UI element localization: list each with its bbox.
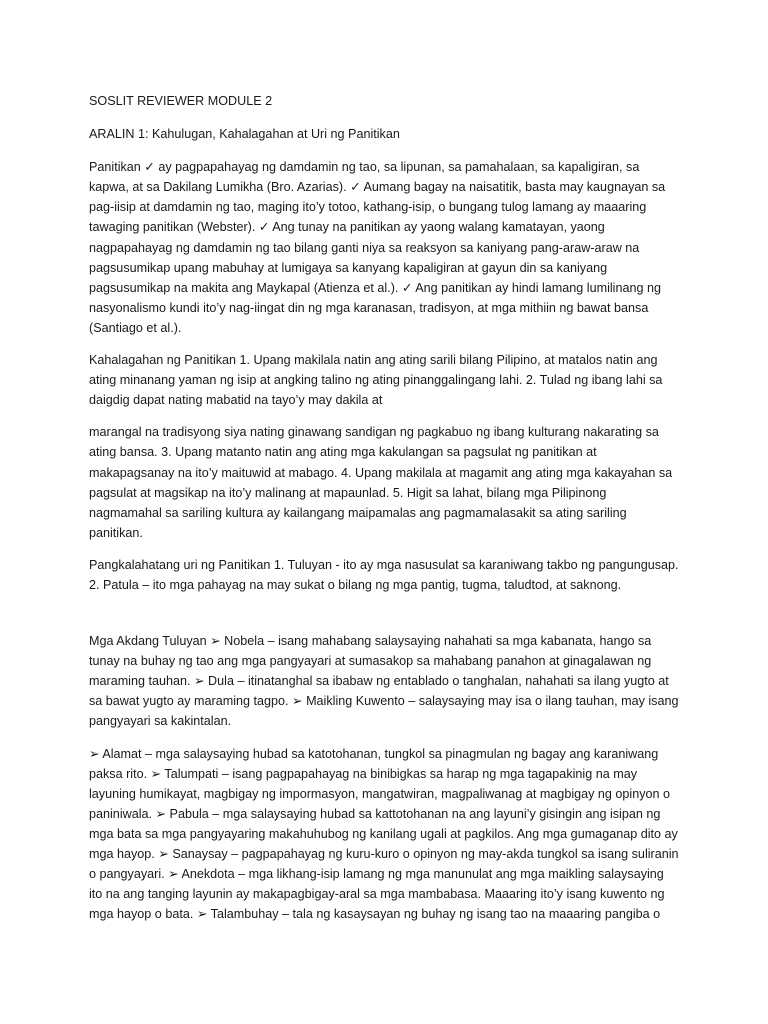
paragraph-panitikan-definition: Panitikan ✓ ay pagpapahayag ng damdamin ng tao, sa lipunan, sa pamahalaan, sa kapaligiran, sa kapwa, at sa Dakilang Lumikha (Bro. Azarias). ✓ Aumang bagay na naisatitik, basta may kaugnayan sa pag-iisip at damdamin ng tao, maging ito’y totoo, kathang-isip, o bungang tulog lamang ay maaaring tawaging panitikan (Webster). ✓ Ang tunay na panitikan ay yaong walang kamatayan, yaong nagpapahayag ng damdamin ng tao bilang ganti niya sa reaksyon sa kaniyang pang-araw-araw na pagsusumikap upang mabuhay at lumigaya sa kanyang kapaligiran at gayun din sa kaniyang pagsusumikap na makita ang Maykapal (Atienza et al.). ✓ Ang panitikan ay hindi lamang lumilinang ng nasyonalismo kundi ito’y nag-iingat din ng mga karanasan, tradisyon, at mga mithiin ng bawat bansa (Santiago et al.).	[89, 160, 666, 335]
paragraph-akdang-tuluyan: Mga Akdang Tuluyan ➢ Nobela – isang mahabang salaysaying nahahati sa mga kabanata, hango sa tunay na buhay ng tao ang mga pangyayari at sumasakop sa mahabang panahon at ginagalawan ng maraming tauhan. ➢ Dula – itinatanghal sa ibabaw ng entablado o tanghalan, nahahati sa ilang yugto at sa bawat yugto ay maraming tagpo. ➢ Maikling Kuwento – salaysaying may isa o ilang tauhan, may isang pangyayari sa kakintalan.	[89, 634, 679, 729]
paragraph-kahalagahan-part-2: marangal na tradisyong siya nating ginawang sandigan ng pagkabuo ng ibang kulturang nakarating sa ating bansa. 3. Upang matanto natin ang ating mga kakulangan sa pagsulat ng panitikan at makapagsanay na ito’y maituwid at mabago. 4. Upang makilala at magamit ang ating mga kakayahan sa pagsulat at magsikap na ito’y malinang at mapaunlad. 5. Higit sa lahat, bilang mga Pilipinong nagmamahal sa sariling kultura ay kailangang maipamalas ang pagmamalasakit sa ating sariling panitikan.	[89, 425, 673, 540]
paragraph-kahalagahan-part-1: Kahalagahan ng Panitikan 1. Upang makilala natin ang ating sarili bilang Pilipino, at matalos natin ang ating minanang yaman ng isip at angking talino ng ating pinanggalingang lahi. 2. Tulad ng ibang lahi sa daigdig dapat nating mabatid na tayo’y may dakila at	[89, 353, 663, 408]
paragraph-alamat-talambuhay: ➢ Alamat – mga salaysaying hubad sa katotohanan, tungkol sa pinagmulan ng bagay ang karaniwang paksa rito. ➢ Talumpati – isang pagpapahayag na binibigkas sa harap ng mga tagapakinig na may layuning humikayat, magbigay ng impormasyon, mangatwiran, magpaliwanag at magbigay ng opinyon o paniniwala. ➢ Pabula – mga salaysaying hubad sa kattotohanan na ang layuni’y gisingin ang isipan ng mga bata sa mga pangyayaring makahuhubog ng kanilang ugali at pagkilos. Ang mga gumaganap dito ay mga hayop. ➢ Sanaysay – pagpapahayag ng kuru-kuro o opinyon ng may-akda tungkol sa isang suliranin o pangyayari. ➢ Anekdota – mga likhang-isip lamang ng mga manunulat ang mga maikling salaysaying ito na ang tanging layunin ay makapagbigay-aral sa mga mambabasa. Maaaring ito’y isang kuwento ng mga hayop o bata. ➢ Talambuhay – tala ng kasaysayan ng buhay ng isang tao na maaaring pangiba o	[89, 746, 679, 922]
paragraph-pangkalahatang-uri: Pangkalahatang uri ng Panitikan 1. Tuluyan - ito ay mga nasusulat sa karaniwang takbo ng pangungusap. 2. Patula – ito mga pahayag na may sukat o bilang ng mga pantig, tugma, taludtod, at saknong.	[89, 557, 679, 592]
document-page	[89, 91, 679, 936]
document-title: SOSLIT REVIEWER MODULE 2	[89, 94, 273, 108]
lesson-heading: ARALIN 1: Kahulugan, Kahalagahan at Uri ng Panitikan	[89, 127, 400, 142]
